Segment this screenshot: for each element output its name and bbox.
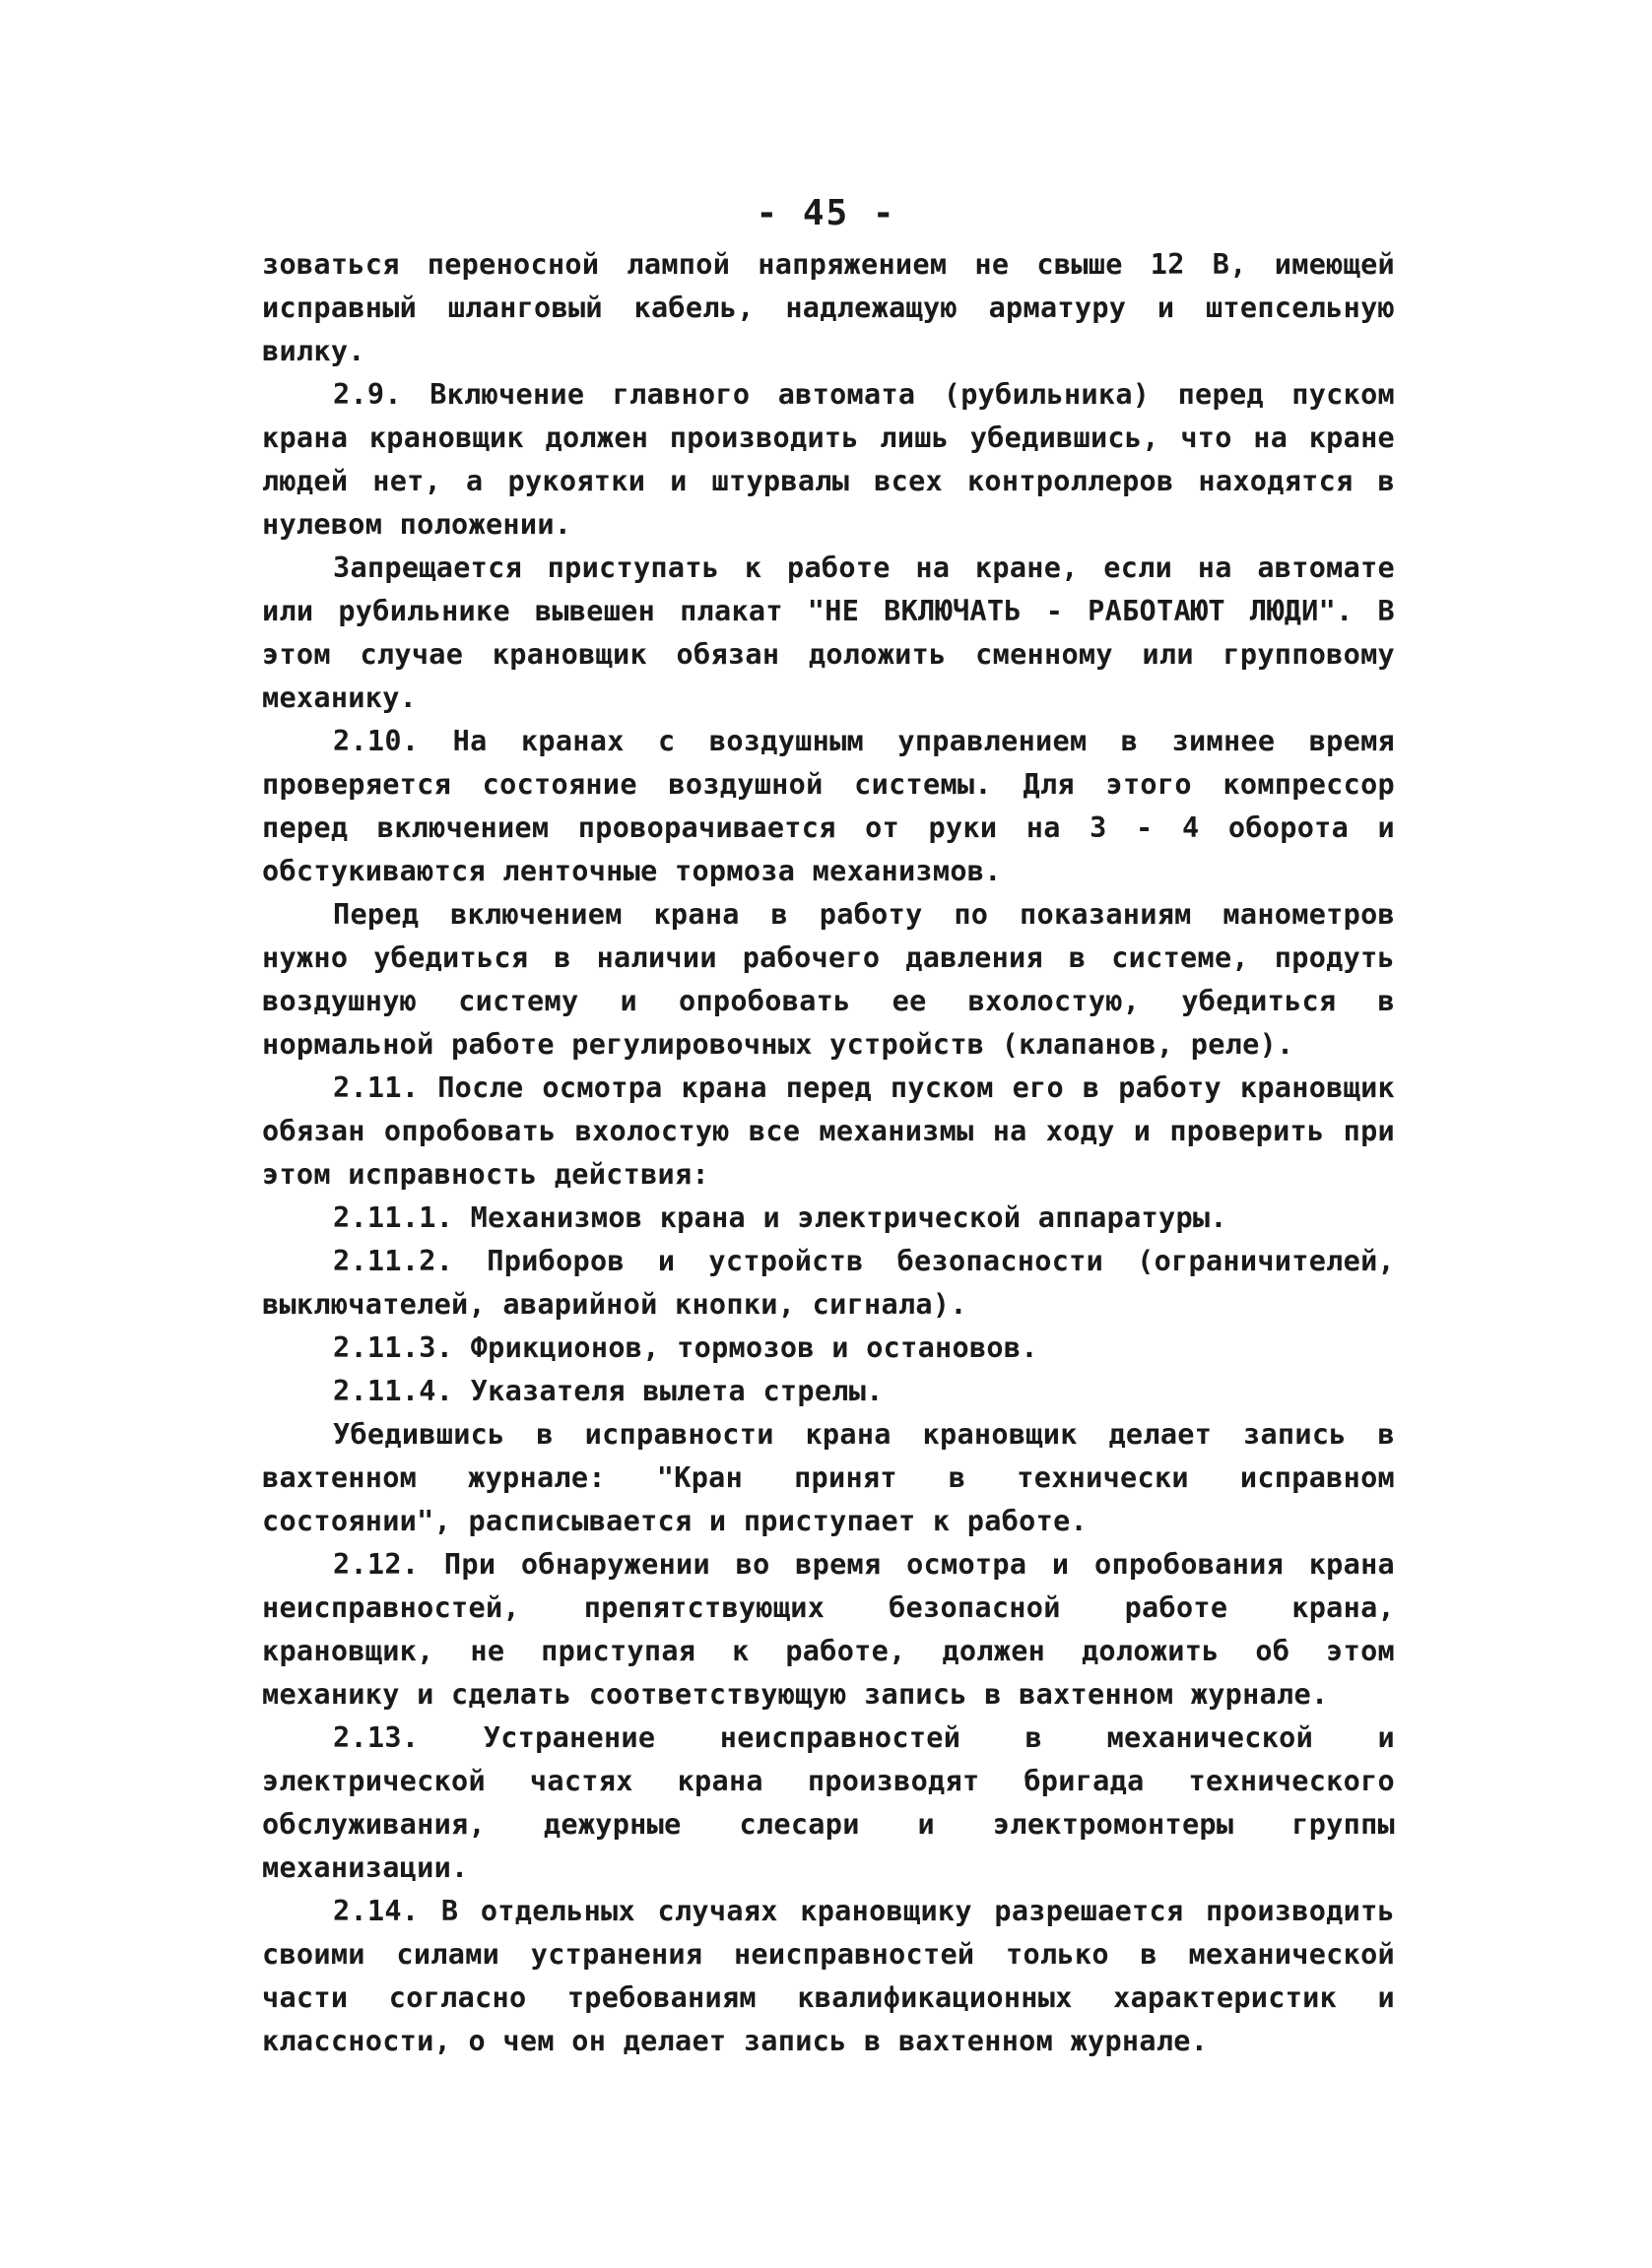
paragraph-2-11-3: 2.11.3. Фрикционов, тормозов и остановов. (333, 1331, 1038, 1364)
paragraph-2-11-2: 2.11.2. Приборов и устройств безопасности (ограничителей, выключателей, аварийной кнопки, сигнала). (262, 1245, 1395, 1321)
paragraph-2-10: 2.10. На кранах с воздушным управлением в зимнее время проверяется состояние воздушной системы. Для этого компрессор перед включением проворачивается от руки на 3 - 4 оборота и обстукиваются ленточные тормоза механизмов. (262, 725, 1395, 887)
paragraph-2-9: 2.9. Включение главного автомата (рубильника) перед пуском крана крановщик должен производить лишь убедившись, что на кране людей нет, а рукоятки и штурвалы всех контроллеров находятся в нулевом положении. (262, 378, 1395, 541)
paragraph-2-12: 2.12. При обнаружении во время осмотра и опробования крана неисправностей, препятствующих безопасной работе крана, крановщик, не приступая к работе, должен доложить об этом механику и сделать соответствующую запись в вахтенном журнале. (262, 1548, 1395, 1711)
paragraph-2-14: 2.14. В отдельных случаях крановщику разрешается производить своими силами устранения неисправностей только в механической части согласно требованиям квалификационных характеристик и классности, о чем он делает запись в вахтенном журнале. (262, 1895, 1395, 2057)
paragraph-2-11-1: 2.11.1. Механизмов крана и электрической аппаратуры. (333, 1201, 1227, 1234)
paragraph-continuation: зоваться переносной лампой напряжением не свыше 12 В, имеющей исправный шланговый кабель, надлежащую арматуру и штепсельную вилку. (262, 248, 1395, 367)
paragraph-2-11-4: 2.11.4. Указателя вылета стрелы. (333, 1375, 884, 1407)
paragraph-logbook-entry: Убедившись в исправности крана крановщик делает запись в вахтенном журнале: "Кран принят в технически исправном состоянии", расписывается и приступает к работе. (262, 1418, 1395, 1537)
body-text (262, 243, 1395, 2063)
paragraph-pressure-check: Перед включением крана в работу по показаниям манометров нужно убедиться в наличии рабочего давления в системе, продуть воздушную систему и опробовать ее вхолостую, убедиться в нормальной работе регулировочных устройств (клапанов, реле). (262, 898, 1395, 1061)
paragraph-2-11: 2.11. После осмотра крана перед пуском его в работу крановщик обязан опробовать вхолостую все механизмы на ходу и проверить при этом исправность действия: (262, 1071, 1395, 1191)
paragraph-2-13: 2.13. Устранение неисправностей в механической и электрической частях крана производят бригада технического обслуживания, дежурные слесари и электромонтеры группы механизации. (262, 1721, 1395, 1884)
paragraph-prohibition: Запрещается приступать к работе на кране, если на автомате или рубильнике вывешен плакат "НЕ ВКЛЮЧАТЬ - РАБОТАЮТ ЛЮДИ". В этом случае крановщик обязан доложить сменному или групповому механику. (262, 551, 1395, 714)
page-number: - 45 - (756, 193, 896, 233)
